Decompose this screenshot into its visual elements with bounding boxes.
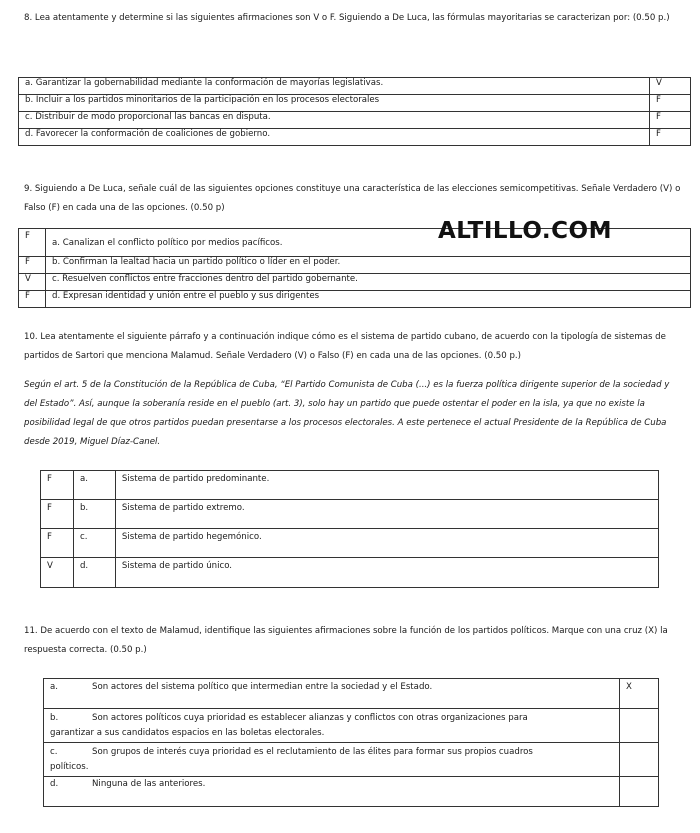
q9-row-d-text: d. Expresan identidad y unión entre el pueblo y sus dirigentes: [45, 291, 690, 308]
q10-row-b-mark: F: [41, 500, 74, 529]
watermark-logo: ALTILLO.COM: [438, 218, 612, 244]
q9-row-a-mark: F: [19, 229, 46, 257]
q10-row-c-text: Sistema de partido hegemónico.: [115, 529, 658, 558]
q10-row-c-letter: c.: [73, 529, 115, 558]
q10-row-c-mark: F: [41, 529, 74, 558]
q10-row-a-letter: a.: [73, 471, 115, 500]
q8-row-c-text: c. Distribuir de modo proporcional las bancas en disputa.: [19, 112, 650, 129]
q10-quote: Según el art. 5 de la Constitución de la República de Cuba, “El Partido Comunista de Cuba (...) es la fuerza política dirigente superior de la sociedad y del Estado”. Así, aunque la soberanía reside en el pueblo (art. 3), solo hay un partido que puede ostentar el poder en la isla, ya que no existe la posibilidad legal de que otros partidos puedan presentarse a los procesos electorales. A este pertenece el actual Presidente de la República de Cuba desde 2019, Miguel Díaz-Canel.: [24, 380, 670, 447]
q9-row-b-text: b. Confirman la lealtad hacia un partido político o líder en el poder.: [45, 257, 690, 274]
q10-table: [40, 470, 659, 588]
table-row: [19, 78, 691, 95]
q8-row-a-text: a. Garantizar la gobernabilidad mediante la conformación de mayorías legislativas.: [19, 78, 650, 95]
table-row: [19, 95, 691, 112]
q11-row-d-mark: [620, 777, 659, 807]
q11-row-c-mark: [620, 743, 659, 777]
q11-table: [43, 678, 659, 807]
table-row: [44, 679, 659, 709]
q11-row-a-letter: a.: [50, 682, 58, 692]
q10-row-a-text: Sistema de partido predominante.: [115, 471, 658, 500]
q11-row-b-mark: [620, 709, 659, 743]
q8-row-b-mark: F: [650, 95, 691, 112]
q8-prompt: 8. Lea atentamente y determine si las siguientes afirmaciones son V o F. Siguiendo a De Luca, las fórmulas mayoritarias se caracterizan por: (0.50 p.): [24, 13, 670, 23]
table-row: [19, 291, 691, 308]
q10-row-d-text: Sistema de partido único.: [115, 558, 658, 588]
q9-row-b-mark: F: [19, 257, 46, 274]
q11-row-b-cell: [44, 709, 620, 743]
table-row: [44, 743, 659, 777]
table-row: [41, 471, 659, 500]
q10-row-d-letter: d.: [73, 558, 115, 588]
q8-row-c-mark: F: [650, 112, 691, 129]
q11-row-a-text: Son actores del sistema político que intermedian entre la sociedad y el Estado.: [92, 682, 433, 692]
table-row: [41, 529, 659, 558]
table-row: [19, 112, 691, 129]
q11-row-a-cell: [44, 679, 620, 709]
q8-row-d-mark: F: [650, 129, 691, 146]
q9-row-c-text: c. Resuelven conflictos entre fracciones dentro del partido gobernante.: [45, 274, 690, 291]
q8-table: [18, 77, 691, 146]
q9-row-c-mark: V: [19, 274, 46, 291]
q11-row-a-mark: X: [620, 679, 659, 709]
q11-row-c-text: Son grupos de interés cuya prioridad es el reclutamiento de las élites para formar sus propios cuadros: [92, 747, 533, 757]
table-row: [41, 500, 659, 529]
q11-row-c-text-cont: políticos.: [50, 762, 89, 772]
q8-row-a-mark: V: [650, 78, 691, 95]
q11-row-c-letter: c.: [50, 747, 58, 757]
q11-row-b-text-cont: garantizar a sus candidatos espacios en las boletas electorales.: [50, 728, 325, 738]
q11-row-b-letter: b.: [50, 713, 59, 723]
table-row: [44, 777, 659, 807]
table-row: [19, 274, 691, 291]
table-row: [41, 558, 659, 588]
q9-row-d-mark: F: [19, 291, 46, 308]
table-row: [19, 257, 691, 274]
q11-row-d-letter: d.: [50, 779, 59, 789]
q10-row-a-mark: F: [41, 471, 74, 500]
q11-row-c-cell: [44, 743, 620, 777]
q10-row-b-letter: b.: [73, 500, 115, 529]
q10-row-d-mark: V: [41, 558, 74, 588]
q11-prompt: 11. De acuerdo con el texto de Malamud, identifique las siguientes afirmaciones sobre la función de los partidos políticos. Marque con una cruz (X) la respuesta correcta. (0.50 p.): [24, 626, 668, 655]
q9-prompt: 9. Siguiendo a De Luca, señale cuál de las siguientes opciones constituye una característica de las elecciones semicompetitivas. Señale Verdadero (V) o Falso (F) en cada una de las opciones. (0.50 p): [24, 184, 681, 213]
q11-row-b-text: Son actores políticos cuya prioridad es establecer alianzas y conflictos con otras organizaciones para: [92, 713, 528, 723]
q9-row-a-text: a. Canalizan el conflicto político por medios pacíficos.: [45, 229, 690, 257]
q8-row-b-text: b. Incluir a los partidos minoritarios de la participación en los procesos electorales: [19, 95, 650, 112]
q11-row-d-cell: [44, 777, 620, 807]
table-row: [19, 129, 691, 146]
q11-row-d-text: Ninguna de las anteriores.: [92, 779, 206, 789]
table-row: [44, 709, 659, 743]
q10-row-b-text: Sistema de partido extremo.: [115, 500, 658, 529]
q8-row-d-text: d. Favorecer la conformación de coaliciones de gobierno.: [19, 129, 650, 146]
q10-prompt: 10. Lea atentamente el siguiente párrafo y a continuación indique cómo es el sistema de partido cubano, de acuerdo con la tipología de sistemas de partidos de Sartori que menciona Malamud. Señale Verdadero (V) o Falso (F) en cada una de las opciones. (0.50 p.): [24, 332, 666, 361]
